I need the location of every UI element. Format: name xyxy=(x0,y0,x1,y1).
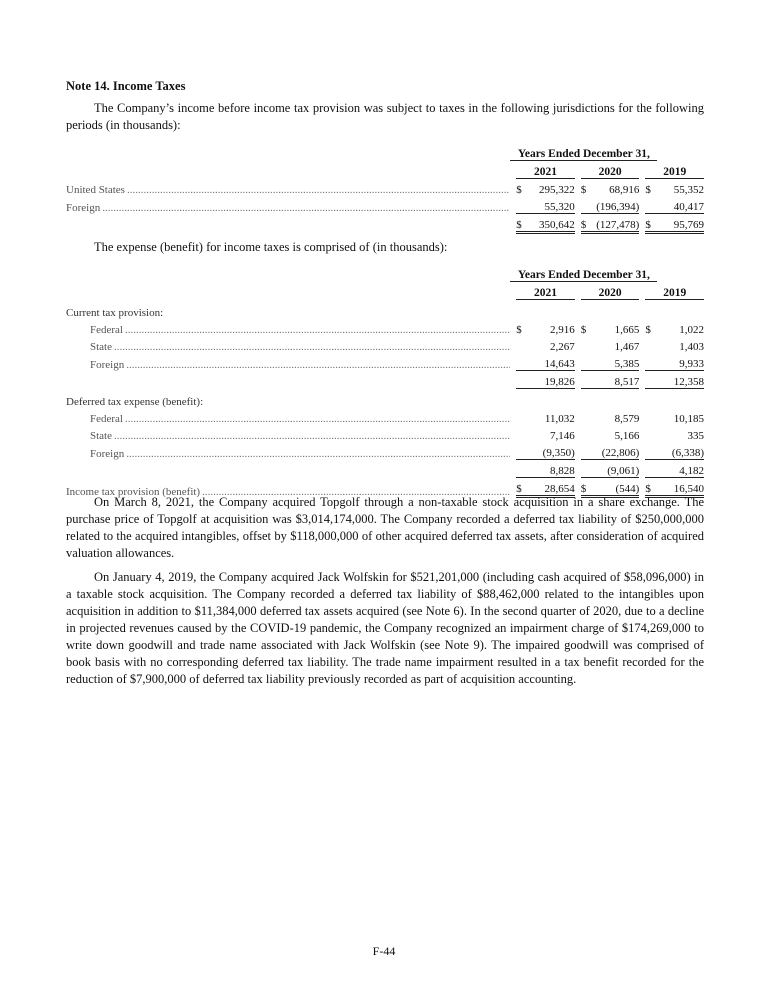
dollar-sign xyxy=(516,371,528,389)
years-header: Years Ended December 31, xyxy=(510,143,657,161)
dollar-sign: $ xyxy=(516,478,528,498)
value-2019: 95,769 xyxy=(657,214,704,234)
value-2021: 8,828 xyxy=(528,460,574,478)
row-label-leader xyxy=(66,202,510,214)
row-label xyxy=(66,371,510,389)
row-label xyxy=(66,179,510,196)
dollar-sign xyxy=(581,442,593,460)
row-label-text: Current tax provision: xyxy=(66,307,164,319)
row-label-text: State xyxy=(90,341,112,353)
table-row xyxy=(66,336,704,353)
dollar-sign xyxy=(516,196,528,214)
value-2021: 28,654 xyxy=(528,478,574,498)
dollar-sign xyxy=(645,336,657,353)
value-2020: (544) xyxy=(593,478,639,498)
dollar-sign xyxy=(516,336,528,353)
dollar-sign: $ xyxy=(580,324,587,336)
value-2020: (9,061) xyxy=(593,460,639,478)
value-2019: 4,182 xyxy=(657,460,704,478)
year-header: 2021 xyxy=(516,282,575,300)
dollar-sign xyxy=(516,408,528,425)
year-spacer xyxy=(66,282,510,300)
expense-intro-paragraph: The expense (benefit) for income taxes is comprised of (in thousands): xyxy=(94,240,448,254)
value-2019: 10,185 xyxy=(673,413,704,425)
value-2020: 5,166 xyxy=(614,430,640,442)
dollar-sign xyxy=(645,196,657,214)
dollar-sign: $ xyxy=(645,478,657,498)
row-label-text: State xyxy=(90,430,112,442)
row-label-text: Foreign xyxy=(90,359,125,371)
row-label-text: Federal xyxy=(90,324,123,336)
table-row xyxy=(66,425,704,442)
dollar-sign xyxy=(645,408,657,425)
row-label xyxy=(66,214,510,234)
row-label xyxy=(66,336,510,353)
dollar-sign xyxy=(581,196,593,214)
value-2019: 16,540 xyxy=(657,478,704,498)
income-by-jurisdiction-table xyxy=(66,143,704,234)
income-tax-expense-table xyxy=(66,264,704,498)
row-label-text: Deferred tax expense (benefit): xyxy=(66,396,204,408)
row-label-text: Foreign xyxy=(66,202,101,214)
value-2019: 9,933 xyxy=(657,353,704,371)
value-2021: (9,350) xyxy=(528,442,574,460)
row-label-leader xyxy=(66,324,510,336)
year-header: 2021 xyxy=(516,161,575,179)
dollar-sign xyxy=(645,425,657,442)
row-label xyxy=(66,319,510,336)
header-row xyxy=(66,143,704,161)
row-label xyxy=(66,389,510,408)
value-2019: (6,338) xyxy=(657,442,704,460)
dollar-sign xyxy=(645,371,657,389)
row-label xyxy=(66,353,510,371)
dollar-sign xyxy=(516,425,528,442)
dollar-sign: $ xyxy=(516,184,522,196)
dollar-sign: $ xyxy=(581,214,593,234)
row-label xyxy=(66,460,510,478)
table-row xyxy=(66,214,704,234)
year-spacer xyxy=(66,161,510,179)
value-2019: 1,022 xyxy=(679,324,704,336)
dollar-sign xyxy=(581,408,593,425)
table-row xyxy=(66,371,704,389)
year-header: 2019 xyxy=(645,161,704,179)
row-label-leader xyxy=(66,359,510,371)
years-header: Years Ended December 31, xyxy=(510,264,657,282)
row-label-text: Federal xyxy=(90,413,123,425)
dollar-sign: $ xyxy=(516,324,522,336)
table-row xyxy=(66,442,704,460)
row-label xyxy=(66,408,510,425)
value-2020: 1,665 xyxy=(614,324,640,336)
value-2019: 335 xyxy=(687,430,704,442)
value-2019: 40,417 xyxy=(657,196,704,214)
row-label-leader xyxy=(66,341,510,353)
row-label-text: Foreign xyxy=(90,448,125,460)
value-2020: (196,394) xyxy=(593,196,639,214)
value-2020: 8,579 xyxy=(614,413,640,425)
dollar-sign: $ xyxy=(516,214,528,234)
dollar-sign xyxy=(581,336,593,353)
dollar-sign xyxy=(645,460,657,478)
section-row xyxy=(66,389,704,408)
row-label xyxy=(66,196,510,214)
value-2020: 68,916 xyxy=(609,184,640,196)
dollar-sign: $ xyxy=(580,184,587,196)
value-2021: 14,643 xyxy=(528,353,574,371)
row-label-text: Income tax provision (benefit) xyxy=(66,486,201,498)
dollar-sign: $ xyxy=(645,214,657,234)
header-spacer xyxy=(66,143,510,161)
dollar-sign xyxy=(581,425,593,442)
row-label-leader xyxy=(66,430,510,442)
value-2021: 295,322 xyxy=(539,184,575,196)
year-header: 2020 xyxy=(581,282,640,300)
value-2021: 2,916 xyxy=(550,324,575,336)
year-header: 2020 xyxy=(581,161,640,179)
value-2021: 7,146 xyxy=(550,430,575,442)
page-number: F-44 xyxy=(372,944,396,958)
value-2019: 12,358 xyxy=(657,371,704,389)
value-2020: 8,517 xyxy=(593,371,639,389)
table-row xyxy=(66,196,704,214)
row-label-leader xyxy=(66,184,510,196)
row-label-leader xyxy=(66,307,510,319)
row-label-leader xyxy=(66,448,510,460)
row-label-text: United States xyxy=(66,184,125,196)
value-2021: 55,320 xyxy=(528,196,574,214)
value-2021: 350,642 xyxy=(528,214,574,234)
year-header: 2019 xyxy=(645,282,704,300)
dollar-sign: $ xyxy=(645,184,651,196)
row-label xyxy=(66,300,510,319)
row-label-leader xyxy=(66,396,510,408)
table-row xyxy=(66,179,704,196)
row-label xyxy=(66,425,510,442)
value-2021: 11,032 xyxy=(544,413,575,425)
dollar-sign xyxy=(581,353,593,371)
table-row xyxy=(66,408,704,425)
year-row xyxy=(66,161,704,179)
value-2020: (127,478) xyxy=(593,214,639,234)
table-row xyxy=(66,319,704,336)
dollar-sign xyxy=(516,353,528,371)
dollar-sign xyxy=(516,460,528,478)
value-2020: 5,385 xyxy=(593,353,639,371)
topgolf-paragraph: On March 8, 2021, the Company acquired Topgolf through a non-taxable stock acquisition in a share exchange. The purchase price of Topgolf at acquisition was $3,014,174,000. The Company recorded a deferred tax liability of $250,000,000 related to the acquired intangibles, offset by $118,000,000 of other acquired deferred tax assets, after consideration of acquired valuation allowances. xyxy=(66,495,704,560)
year-row xyxy=(66,282,704,300)
value-2021: 2,267 xyxy=(550,341,575,353)
section-row xyxy=(66,300,704,319)
value-2020: 1,467 xyxy=(614,341,640,353)
header-row xyxy=(66,264,704,282)
value-2020: (22,806) xyxy=(593,442,639,460)
value-2019: 55,352 xyxy=(673,184,704,196)
dollar-sign: $ xyxy=(645,324,651,336)
row-label-leader xyxy=(66,413,510,425)
dollar-sign: $ xyxy=(581,478,593,498)
dollar-sign xyxy=(516,442,528,460)
header-spacer xyxy=(66,264,510,282)
table-row xyxy=(66,353,704,371)
dollar-sign xyxy=(581,460,593,478)
table-row xyxy=(66,460,704,478)
intro-paragraph: The Company’s income before income tax provision was subject to taxes in the following jurisdictions for the following periods (in thousands): xyxy=(66,101,704,132)
dollar-sign xyxy=(645,353,657,371)
dollar-sign xyxy=(645,442,657,460)
jack-wolfskin-paragraph: On January 4, 2019, the Company acquired Jack Wolfskin for $521,201,000 (including cash acquired of $58,096,000) in a taxable stock acquisition. The Company recorded a deferred tax liability of $88,462,000 related to the intangibles upon acquisition in addition to $11,384,000 deferred tax assets acquired (see Note 6). In the second quarter of 2020, due to a decline in projected revenues caused by the COVID-19 pandemic, the Company recognized an impairment charge of $174,269,000 to write down goodwill and trade name associated with Jack Wolfskin (see Note 9). The impaired goodwill was comprised of book basis with no corresponding deferred tax liability. The trade name impairment resulted in a tax benefit recorded for the reduction of $7,900,000 of deferred tax liability previously recorded as part of acquisition accounting. xyxy=(66,570,704,686)
row-label xyxy=(66,442,510,460)
dollar-sign xyxy=(581,371,593,389)
value-2021: 19,826 xyxy=(528,371,574,389)
value-2019: 1,403 xyxy=(679,341,704,353)
note-title: Note 14. Income Taxes xyxy=(66,79,186,93)
